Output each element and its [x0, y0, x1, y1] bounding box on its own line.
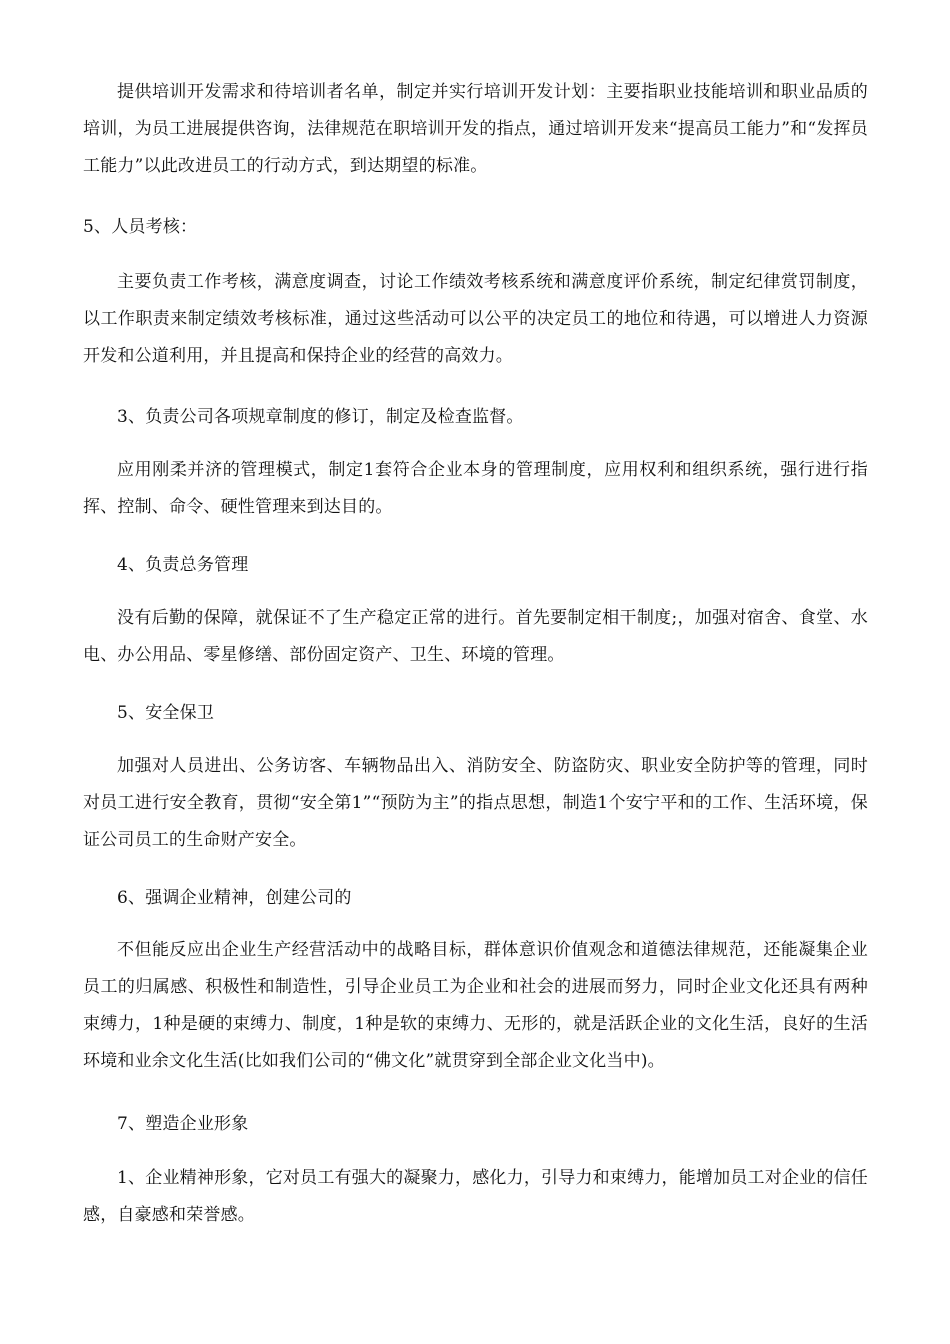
paragraph-corporate-culture: 不但能反应出企业生产经营活动中的战略目标，群体意识价值观念和道德法律规范，还能凝集企业员工的归属感、积极性和制造性，引导企业员工为企业和社会的进展而努力，同时企业文化还具有两种束缚力，1种是硬的束缚力、制度，1种是软的束缚力、无形的，就是活跃企业的文化生活，良好的生活环境和业余文化生活(比如我们公司的“佛文化”就贯穿到全部企业文化当中)。: [83, 940, 868, 1071]
paragraph-spirit-image: 1、企业精神形象，它对员工有强大的凝聚力，感化力，引导力和束缚力，能增加员工对企业的信任感，自豪感和荣誉感。: [83, 1168, 868, 1225]
paragraph-logistics: 没有后勤的保障，就保证不了生产稳定正常的进行。首先要制定相干制度;，加强对宿舍、食堂、水电、办公用品、零星修缮、部份固定资产、卫生、环境的管理。: [83, 608, 868, 665]
paragraph-safety-management: 加强对人员进出、公务访客、车辆物品出入、消防安全、防盗防灾、职业安全防护等的管理，同时对员工进行安全教育，贯彻“安全第1”“预防为主”的指点思想，制造1个安宁平和的工作、生活环境，保证公司员工的生命财产安全。: [83, 756, 868, 850]
heading-personnel-assessment: 5、人员考核：: [83, 217, 198, 237]
paragraph-training-plan: 提供培训开发需求和待培训者名单，制定并实行培训开发计划：主要指职业技能培训和职业品质的培训，为员工进展提供咨询，法律规范在职培训开发的指点，通过培训开发来“提高员工能力”和“发挥员工能力”以此改进员工的行动方式，到达期望的标准。: [83, 82, 868, 176]
heading-enterprise-spirit: 6、强调企业精神，创建公司的: [117, 888, 352, 908]
heading-general-affairs: 4、负责总务管理: [117, 555, 249, 575]
heading-corporate-image: 7、塑造企业形象: [117, 1114, 249, 1134]
paragraph-management-model: 应用刚柔并济的管理模式，制定1套符合企业本身的管理制度，应用权利和组织系统，强行进行指挥、控制、命令、硬性管理来到达目的。: [83, 460, 868, 517]
heading-security: 5、安全保卫: [117, 703, 215, 723]
paragraph-assessment-duties: 主要负责工作考核，满意度调查，讨论工作绩效考核系统和满意度评价系统，制定纪律赏罚制度，以工作职责来制定绩效考核标准，通过这些活动可以公平的决定员工的地位和待遇，可以增进人力资源开发和公道利用，并且提高和保持企业的经营的高效力。: [83, 272, 868, 366]
heading-regulations: 3、负责公司各项规章制度的修订，制定及检查监督。: [117, 407, 524, 427]
